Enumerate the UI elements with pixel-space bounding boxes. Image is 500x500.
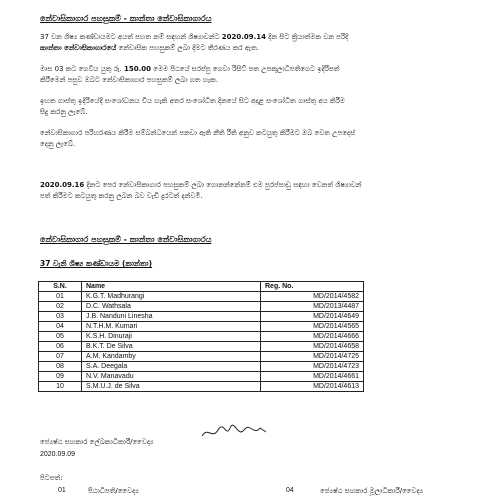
section-subtitle: 37 වැනි ශිෂ්‍ය කණ්ඩායම (කාන්තා)	[40, 259, 153, 268]
header-reg-no: Reg. No.	[261, 282, 364, 292]
section-title: නේවාසිකාගාර පහසුකම් - කාන්තා නේවාසිකාගාරය	[40, 235, 212, 244]
row-reg-no: MD/2014/4661	[261, 372, 364, 382]
paragraph	[40, 128, 460, 150]
row-name: A.M. Kandamby	[82, 352, 261, 362]
table-header-row	[39, 282, 364, 292]
row-sn: 07	[39, 352, 82, 362]
table-row	[39, 352, 364, 362]
text-segment: දින සිට ක්‍රියාත්මක වන පරිදි	[266, 33, 349, 41]
row-sn: 05	[39, 332, 82, 342]
row-sn: 08	[39, 362, 82, 372]
row-reg-no: MD/2014/4649	[261, 312, 364, 322]
table-row	[39, 342, 364, 352]
row-name: B.K.T. De Silva	[82, 342, 261, 352]
copy-item-text: පීඨාධිපති/වෛද්‍ය	[88, 487, 139, 495]
text-segment: සිදු කරනු ලැබේ.	[40, 108, 88, 116]
row-reg-no: MD/2014/4582	[261, 292, 364, 302]
row-name: N.V. Manavadu	[82, 372, 261, 382]
paragraph-line	[40, 75, 460, 86]
row-sn: 04	[39, 322, 82, 332]
signatory-title: ජ්‍යෙෂ්ඨ සහකාර ලේඛකාධිකාරී/වෛද්‍ය	[40, 438, 154, 446]
table-row	[39, 332, 364, 342]
paragraph-line	[40, 32, 460, 43]
emphasis-text: 150.00	[123, 65, 151, 73]
row-name: K.G.T. Madhurangi	[82, 292, 261, 302]
row-name: D.C. Wathsala	[82, 302, 261, 312]
copies-label: පිටපත්:	[40, 474, 63, 482]
text-segment: ඉහත ගාස්තු ඉදිරියේදී සංශෝධනය විය හැකි අතර සංශෝධිත දිනයේ සිට අදාළ සංශෝධිත ගාස්තු අය කිරීම	[40, 97, 345, 105]
text-segment: කිරීමෙන් පසුව ඔබට නේවාසිකාගාර පහසුකම් ලබා ගත හැක.	[40, 76, 219, 84]
copy-item-number: 04	[286, 487, 294, 494]
text-segment: මාස 03 කට ගෙවිය යුතු රු.	[40, 65, 124, 73]
paragraph-line	[40, 43, 460, 54]
table-row	[39, 372, 364, 382]
paragraph	[40, 32, 460, 54]
paragraph	[40, 180, 460, 202]
copy-item-text: ජ්‍යෙෂ්ඨ සහකාර මූලාධිකාරී/වෛද්‍ය	[320, 487, 424, 495]
registration-table	[38, 281, 364, 392]
row-sn: 01	[39, 292, 82, 302]
text-segment: නේවාසික පහසුකම් ලබා දීමට තීරණය කර ඇත.	[116, 44, 259, 52]
table-row	[39, 322, 364, 332]
emphasis-text: කාන්තා නේවාසිකාගාරයේ	[40, 44, 117, 52]
emphasis-text: 2020.09.16	[40, 181, 85, 189]
paragraph-line	[40, 107, 460, 118]
text-segment: දිනට පෙර නේවාසිකාගාර පහසුකම් ලබා ගොනන්නේනම් එම පුරප්පාඩු සඳහා වෙනත් ශිෂ්‍යාවන්	[84, 181, 362, 189]
row-sn: 03	[39, 312, 82, 322]
row-name: K.S.H. Dinuraji	[82, 332, 261, 342]
row-sn: 02	[39, 302, 82, 312]
emphasis-text: 2020.09.14	[221, 33, 267, 41]
paragraph-line	[40, 96, 460, 107]
row-name: J.B. Nanduni Linesha	[82, 312, 261, 322]
row-reg-no: MD/2013/4487	[261, 302, 364, 312]
row-sn: 09	[39, 372, 82, 382]
row-sn: 10	[39, 382, 82, 392]
table-row	[39, 382, 364, 392]
paragraph-line	[40, 128, 460, 139]
signature-date: 2020.09.09	[40, 451, 76, 458]
page-title: නේවාසිකාගාර පහසුකම් - කාන්තා නේවාසිකාගාරය	[40, 14, 212, 23]
header-name: Name	[82, 282, 261, 292]
paragraph	[40, 64, 460, 86]
text-segment: නේවාසිකාගාර පරිහරණය කිරීම සම්බන්ධයෙන් පනවා ඇති නීති රීති අනුව කටයුතු කිරීමට ඔබ වෙත උපදෙස්	[40, 129, 356, 137]
row-name: N.T.H.M. Kumari	[82, 322, 261, 332]
paragraph-line	[40, 180, 460, 191]
row-reg-no: MD/2014/4725	[261, 352, 364, 362]
text-segment: මෙම පීඨයේ සරප්පු ගෙවා රිසිට් පත උපකුලාධිපතිගෙට ඉදිරිපත්	[151, 65, 340, 73]
row-reg-no: MD/2014/4658	[261, 342, 364, 352]
row-name: S.A. Deegala	[82, 362, 261, 372]
text-segment: 37 වන ශිෂ්‍ය කණ්ඩායමට අයත් පහත නම් සඳහන් ශිෂ්‍යාවන්ට	[40, 33, 222, 41]
table-row	[39, 292, 364, 302]
copy-item-number: 01	[58, 487, 66, 494]
signature-mark	[200, 422, 270, 442]
row-sn: 06	[39, 342, 82, 352]
paragraph	[40, 96, 460, 118]
text-segment: පත් කිරීමට කටයුතු කරනු ලබන බව වැඩි දුරටත් දන්වමි.	[40, 192, 203, 200]
paragraph-line	[40, 64, 460, 75]
row-reg-no: MD/2014/4565	[261, 322, 364, 332]
text-segment: දෙනු ලැබේ.	[40, 140, 76, 148]
header-sn: S.N.	[39, 282, 82, 292]
paragraph-line	[40, 139, 460, 150]
row-reg-no: MD/2014/4723	[261, 362, 364, 372]
paragraph-line	[40, 191, 460, 202]
row-name: S.M.U.J. de Silva	[82, 382, 261, 392]
table-row	[39, 362, 364, 372]
row-reg-no: MD/2014/4666	[261, 332, 364, 342]
row-reg-no: MD/2014/4613	[261, 382, 364, 392]
table-row	[39, 312, 364, 322]
table-row	[39, 302, 364, 312]
